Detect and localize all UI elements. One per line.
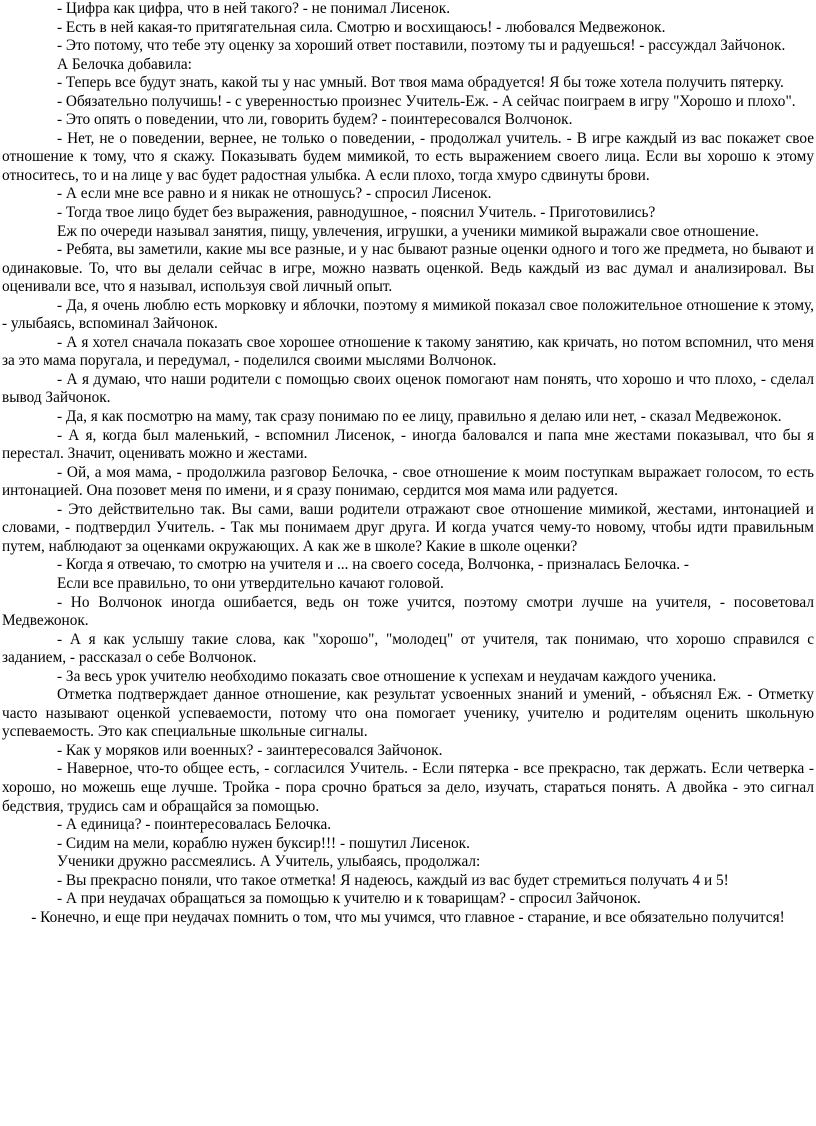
paragraph: - Это опять о поведении, что ли, говорить будем? - поинтересовался Волчонок. — [57, 111, 573, 129]
paragraph: - Это потому, что тебе эту оценку за хороший ответ поставили, поэтому ты и радуешься! - рассуждал Зайчонок. — [57, 37, 786, 55]
paragraph: - Цифра как цифра, что в ней такого? - не понимал Лисенок. — [57, 0, 451, 17]
paragraph: - А единица? - поинтересовалась Белочка. — [57, 816, 332, 834]
paragraph: Если все правильно, то они утвердительно качают головой. — [57, 574, 444, 592]
paragraph: - Ребята, вы заметили, какие мы все разные, и у нас бывают разные оценки одного и того же предмета, но бывают и одинаковые. То, что вы делали сейчас в игре, можно назвать оценкой. Ведь каждый из вас думал и анализировал. Вы оценивали все, что я называл, используя свой личный опыт. — [2, 241, 814, 296]
paragraph: - Сидим на мели, кораблю нужен буксир!!! - пошутил Лисенок. — [57, 834, 470, 852]
paragraph: - Вы прекрасно поняли, что такое отметка! Я надеюсь, каждый из вас будет стремиться получать 4 и 5! — [57, 871, 729, 889]
paragraph: - Да, я очень люблю есть морковку и яблочки, поэтому я мимикой показал свое положительное отношение к этому, - улыбаясь, вспоминал Зайчонок. — [2, 296, 814, 333]
paragraph: - Это действительно так. Вы сами, ваши родители отражают свое отношение мимикой, жестами, интонацией и словами, - подтвердил Учитель. - Так мы понимаем друг друга. И когда учатся чему-то новому, чтобы идти правильным путем, наблюдают за оценками окружающих. А как же в школе? Какие в школе оценки? — [2, 500, 814, 555]
paragraph: - Конечно, и еще при неудачах помнить о том, что мы учимся, что главное - старание, и все обязательно получится! — [31, 908, 785, 926]
paragraph: - Как у моряков или военных? - заинтересовался Зайчонок. — [57, 741, 443, 759]
paragraph: - А я, когда был маленький, - вспомнил Лисенок, - иногда баловался и папа мне жестами показывал, что бы я перестал. Значит, оценивать можно и жестами. — [2, 426, 814, 463]
paragraph: - А я хотел сначала показать свое хорошее отношение к такому занятию, как кричать, но потом вспомнил, что меня за это мама поругала, и передумал, - поделился своими мыслями Волчонок. — [2, 333, 814, 370]
paragraph: - Тогда твое лицо будет без выражения, равнодушное, - пояснил Учитель. - Приготовились? — [57, 204, 656, 222]
paragraph: - Нет, не о поведении, вернее, не только о поведении, - продолжал учитель. - В игре каждый из вас покажет свое отношение к тому, что я скажу. Показывать будем мимикой, то есть выражением своего лица. Если вы хорошо к этому относитесь, то и на лице у вас будет радостная улыбка. А если плохо, тогда хмуро сдвинуты брови. — [2, 129, 814, 184]
paragraph: - Обязательно получишь! - с уверенностью произнес Учитель-Еж. - А сейчас поиграем в игру "Хорошо и плохо". — [57, 92, 796, 110]
paragraph: - Есть в ней какая-то притягательная сила. Смотрю и восхищаюсь! - любовался Медвежонок. — [57, 18, 666, 36]
paragraph: - А я думаю, что наши родители с помощью своих оценок помогают нам понять, что хорошо и что плохо, - сделал вывод Зайчонок. — [2, 370, 814, 407]
paragraph: А Белочка добавила: — [57, 55, 192, 73]
paragraph: - Наверное, что-то общее есть, - согласился Учитель. - Если пятерка - все прекрасно, так держать. Если четверка - хорошо, но можешь еще лучше. Тройка - пора срочно браться за дело, изучать, стараться понять. А двойка - это сигнал бедствия, трудись сам и обращайся за помощью. — [2, 760, 814, 815]
paragraph: - Ой, а моя мама, - продолжила разговор Белочка, - свое отношение к моим поступкам выражает голосом, то есть интонацией. Она позовет меня по имени, и я сразу понимаю, сердится моя мама или радуется. — [2, 463, 814, 500]
paragraph: Ученики дружно рассмеялись. А Учитель, улыбаясь, продолжал: — [57, 853, 481, 871]
paragraph: - Но Волчонок иногда ошибается, ведь он тоже учится, поэтому смотри лучше на учителя, - посоветовал Медвежонок. — [2, 593, 814, 630]
paragraph: - Да, я как посмотрю на маму, так сразу понимаю по ее лицу, правильно я делаю или нет, - сказал Медвежонок. — [57, 408, 782, 426]
paragraph: - А если мне все равно и я никак не отношусь? - спросил Лисенок. — [57, 185, 492, 203]
paragraph: - А я как услышу такие слова, как "хорошо", "молодец" от учителя, так понимаю, что хорошо справился с заданием, - рассказал о себе Волчонок. — [2, 630, 814, 667]
paragraph: Отметка подтверждает данное отношение, как результат усвоенных знаний и умений, - объяснял Еж. - Отметку часто называют оценкой успеваемости, потому что она помогает ученику, учителю и родителям оценить школьную успеваемость. Это как специальные школьные сигналы. — [2, 686, 814, 741]
story-text — [2, 0, 814, 927]
paragraph: - За весь урок учителю необходимо показать свое отношение к успехам и неудачам каждого ученика. — [57, 667, 717, 685]
paragraph: - Когда я отвечаю, то смотрю на учителя и ... на своего соседа, Волчонка, - призналась Белочка. - — [57, 556, 689, 574]
paragraph: Еж по очереди называл занятия, пищу, увлечения, игрушки, а ученики мимикой выражали свое отношение. — [57, 222, 759, 240]
paragraph: - Теперь все будут знать, какой ты у нас умный. Вот твоя мама обрадуется! Я бы тоже хотела получить пятерку. — [57, 74, 784, 92]
paragraph: - А при неудачах обращаться за помощью к учителю и к товарищам? - спросил Зайчонок. — [57, 890, 641, 908]
